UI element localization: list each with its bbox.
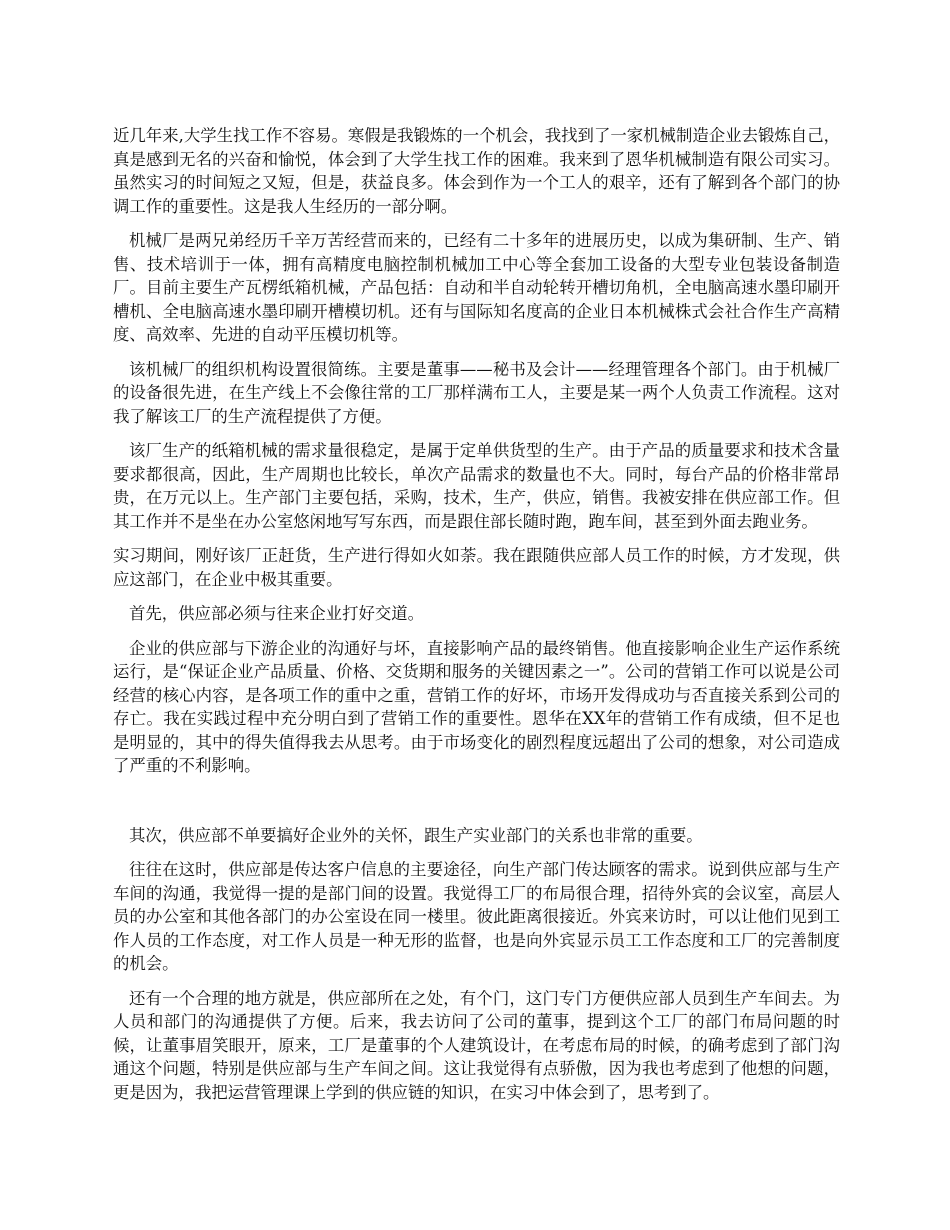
paragraph-intro: 近几年来,大学生找工作不容易。寒假是我锻炼的一个机会，我找到了一家机械制造企业去锻炼自己，真是感到无名的兴奋和愉悦，体会到了大学生找工作的困难。我来到了恩华机械制造有限公司实习。虽然实习的时间短之又短，但是，获益良多。体会到作为一个工人的艰辛，还有了解到各个部门的协调工作的重要性。这是我人生经历的一部分啊。: [113, 126, 840, 216]
document-body: [113, 124, 840, 1115]
paragraph-second-point: 其次，供应部不单要搞好企业外的关怀，跟生产实业部门的关系也非常的重要。: [129, 825, 703, 845]
paragraph-layout: 往往在这时，供应部是传达客户信息的主要途径，向生产部门传达顾客的需求。说到供应部与生产车间的沟通，我觉得一提的是部门间的设置。我觉得工厂的布局很合理，招待外宾的会议室，高层人员的办公室和其他各部门的办公室设在同一楼里。彼此距离很接近。外宾来访时，可以让他们见到工作人员的工作态度，对工作人员是一种无形的监督，也是向外宾显示员工工作态度和工厂的完善制度的机会。: [113, 860, 840, 973]
paragraph-company-history: 机械厂是两兄弟经历千辛万苦经营而来的，已经有二十多年的进展历史，以成为集研制、生产、销售、技术培训于一体，拥有高精度电脑控制机械加工中心等全套加工设备的大型专业包装设备制造厂。目前主要生产瓦楞纸箱机械，产品包括：自动和半自动轮转开槽切角机，全电脑高速水墨印刷开槽机、全电脑高速水墨印刷开槽模切机。还有与国际知名度高的企业日本机械株式会社合作生产高精度、高效率、先进的自动平压模切机等。: [113, 231, 840, 344]
paragraph-organization: 该机械厂的组织机构设置很简练。主要是董事——秘书及会计——经理管理各个部门。由于机械厂的设备很先进，在生产线上不会像往常的工厂那样满布工人，主要是某一两个人负责工作流程。这对我了解该工厂的生产流程提供了方便。: [113, 359, 840, 426]
paragraph-internship-period: 实习期间，刚好该厂正赶货，生产进行得如火如荼。我在跟随供应部人员工作的时候，方才发现，供应这部门，在企业中极其重要。: [113, 546, 840, 589]
paragraph-supply-marketing: 企业的供应部与下游企业的沟通好与坏，直接影响产品的最终销售。他直接影响企业生产运作系统运行，是“保证企业产品质量、价格、交货期和服务的关键因素之一”。公司的营销工作可以说是公司经营的核心内容，是各项工作的重中之重，营销工作的好坏，市场开发得成功与否直接关系到公司的存亡。我在实践过程中充分明白到了营销工作的重要性。恩华在XX年的营销工作有成绩，但不足也是明显的，其中的得失值得我去从思考。由于市场变化的剧烈程度远超出了公司的想象，对公司造成了严重的不利影响。: [113, 638, 840, 775]
paragraph-conclusion: 还有一个合理的地方就是，供应部所在之处，有个门，这门专门方便供应部人员到生产车间去。为人员和部门的沟通提供了方便。后来，我去访问了公司的董事，提到这个工厂的部门布局问题的时候，让董事眉笑眼开，原来，工厂是董事的个人建筑设计，在考虑布局的时候，的确考虑到了部门沟通这个问题，特别是供应部与生产车间之间。这让我觉得有点骄傲，因为我也考虑到了他想的问题，更是因为，我把运营管理课上学到的供应链的知识，在实习中体会到了，思考到了。: [113, 988, 840, 1102]
paragraph-first-point: 首先，供应部必须与往来企业打好交道。: [129, 604, 425, 623]
paragraph-production: 该厂生产的纸箱机械的需求量很稳定，是属于定单供货型的生产。由于产品的质量要求和技术含量要求都很高，因此，生产周期也比较长，单次产品需求的数量也不大。同时，每台产品的价格非常昂贵，在万元以上。生产部门主要包括，采购，技术，生产，供应，销售。我被安排在供应部工作。但其工作并不是坐在办公室悠闲地写写东西，而是跟住部长随时跑，跑车间，甚至到外面去跑业务。: [113, 441, 840, 531]
